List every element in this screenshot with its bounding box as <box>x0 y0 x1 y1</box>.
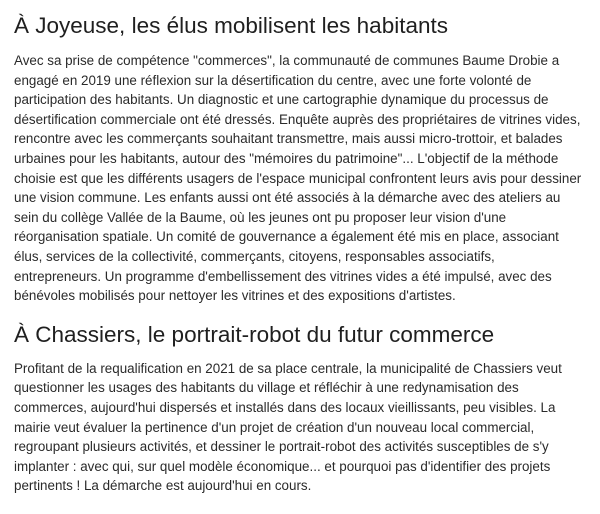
section-title-joyeuse: À Joyeuse, les élus mobilisent les habitants <box>14 13 448 38</box>
section-body-joyeuse: Avec sa prise de compétence "commerces", la communauté de communes Baume Drobie a engagé en 2019 une réflexion sur la désertification du centre, avec une forte volonté de participation des habitants. Un diagnostic et une cartographie dynamique du processus de désertification commerciale ont été dressés. Enquête auprès des propriétaires de vitrines vides, rencontre avec les commerçants souhaitant transmettre, mais aussi micro-trottoir, et balades urbaines pour les habitants, autour des "mémoires du patrimoine"... L'objectif de la méthode choisie est que les différents usagers de l'espace municipal confrontent leurs avis pour dessiner une vision commune. Les enfants aussi ont été associés à la démarche avec des ateliers au sein du collège Vallée de la Baume, où les jeunes ont pu proposer leur vision d'une réorganisation spatiale. Un comité de gouvernance a également été mis en place, associant élus, services de la collectivité, commerçants, citoyens, responsables associatifs, entrepreneurs. Un programme d'embellissement des vitrines vides a été impulsé, avec des bénévoles mobilisés pour nettoyer les vitrines et des expositions d'artistes. <box>14 53 582 304</box>
section-title-chassiers: À Chassiers, le portrait-robot du futur commerce <box>14 321 495 347</box>
section-joyeuse <box>14 11 583 306</box>
section-body-chassiers: Profitant de la requalification en 2021 de sa place centrale, la municipalité de Chassiers veut questionner les usages des habitants du village et réfléchir à une redynamisation des commerces, aujourd'hui dispersés et installés dans des locaux vieillissants, peu visibles. La mairie veut évaluer la pertinence d'un projet de création d'un nouveau local commercial, regroupant plusieurs activités, et dessiner le portrait-robot des activités susceptibles de s'y implanter : avec qui, sur quel modèle économique... et pourquoi pas d'identifier des projets pertinents ! La démarche est aujourd'hui en cours. <box>14 360 562 494</box>
section-chassiers <box>14 320 583 496</box>
